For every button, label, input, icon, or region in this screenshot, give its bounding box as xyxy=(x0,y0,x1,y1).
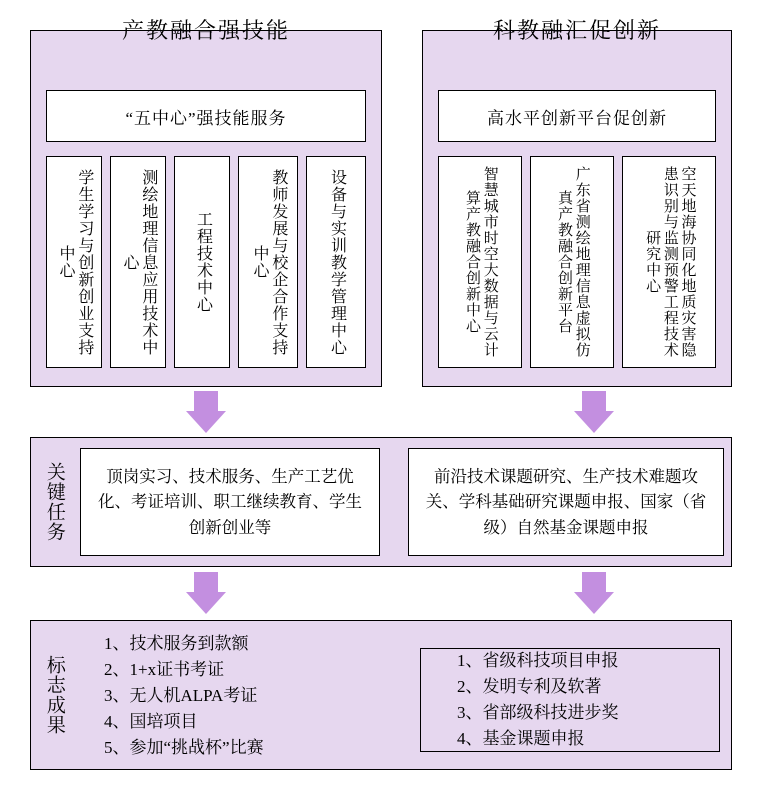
center-box-surveying-gis xyxy=(110,156,166,368)
center-box-teacher-development xyxy=(238,156,298,368)
list-item: 3、省部级科技进步奖 xyxy=(457,703,619,722)
list-item: 1、技术服务到款额 xyxy=(104,634,249,654)
center-label: 学生学习与创新创业支持中心 xyxy=(57,168,93,356)
down-arrow-icon xyxy=(186,572,226,614)
pillar-left-subtitle: “五中心”强技能服务 xyxy=(46,90,366,142)
down-arrow-icon xyxy=(574,572,614,614)
key-tasks-right: 前沿技术课题研究、生产技术难题攻关、学科基础研究课题申报、国家（省级）自然基金课题申报 xyxy=(408,448,724,556)
list-item: 4、基金课题申报 xyxy=(457,728,585,748)
center-box-smart-city-bigdata xyxy=(438,156,522,368)
list-item: 3、无人机ALPA考证 xyxy=(104,686,258,706)
center-box-engineering-tech xyxy=(174,156,230,368)
results-left-list xyxy=(96,632,366,760)
center-label: 测绘地理信息应用技术中心 xyxy=(121,168,157,356)
center-label: 设备与实训教学管理中心 xyxy=(328,168,346,356)
center-box-student-support xyxy=(46,156,102,368)
down-arrow-icon xyxy=(574,391,614,433)
center-label: 广东省测绘地理信息虚拟仿真产教融合创新平台 xyxy=(556,166,590,358)
center-label: 教师发展与校企合作支持中心 xyxy=(251,168,287,356)
list-item: 4、国培项目 xyxy=(104,711,198,731)
down-arrow-icon xyxy=(186,391,226,433)
pillar-left-title: 产教融合强技能 xyxy=(121,18,290,43)
center-label: 空天地海协同化地质灾害隐患识别与监测预警工程技术研究中心 xyxy=(644,166,696,358)
results-label-text: 标志成果 xyxy=(43,655,65,735)
key-tasks-label xyxy=(34,441,74,563)
list-item: 2、发明专利及软著 xyxy=(457,677,602,697)
pillar-right-title: 科教融汇促创新 xyxy=(492,18,661,43)
list-item: 5、参加“挑战杯”比赛 xyxy=(104,737,264,757)
center-label: 工程技术中心 xyxy=(194,211,212,313)
pillar-right-subtitle: 高水平创新平台促创新 xyxy=(438,90,716,142)
list-item: 2、1+x证书考证 xyxy=(104,660,225,680)
key-tasks-left: 顶岗实习、技术服务、生产工艺优化、考证培训、职工继续教育、学生创新创业等 xyxy=(80,448,380,556)
center-box-geohazard-monitoring xyxy=(622,156,716,368)
key-tasks-label-text: 关键任务 xyxy=(43,462,65,542)
center-box-virtual-simulation xyxy=(530,156,614,368)
center-box-equipment-training xyxy=(306,156,366,368)
list-item: 1、省级科技项目申报 xyxy=(457,651,619,671)
center-label: 智慧城市时空大数据与云计算产教融合创新中心 xyxy=(464,166,498,358)
results-right-list xyxy=(420,648,720,752)
results-label xyxy=(34,629,74,761)
